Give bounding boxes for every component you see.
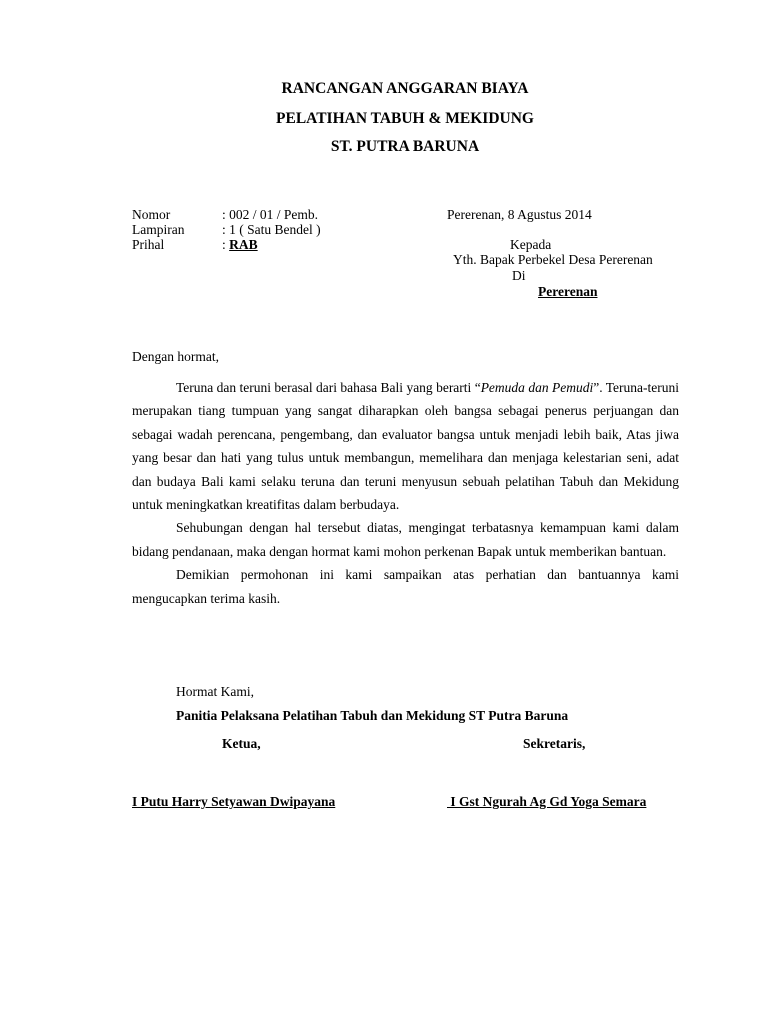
ketua-label: Ketua,	[222, 736, 261, 751]
recipient-yth: Yth. Bapak Perbekel Desa Pererenan	[453, 252, 653, 267]
greeting: Dengan hormat,	[132, 349, 219, 364]
letter-date: Pererenan, 8 Agustus 2014	[447, 207, 592, 222]
paragraph-1-italic: Pemuda dan Pemudi	[480, 380, 594, 395]
prihal-prefix: :	[222, 237, 230, 252]
nomor-value: : 002 / 01 / Pemb.	[222, 207, 319, 222]
paragraph-2: Sehubungan dengan hal tersebut diatas, mengingat terbatasnya kemampuan kami dalam bidang pendanaan, maka dengan hormat kami mohon perkenan Bapak untuk memberikan bantuan.	[132, 520, 679, 559]
title-line-3: ST. PUTRA BARUNA	[330, 138, 480, 155]
recipient-di: Di	[512, 268, 526, 283]
closing-panitia: Panitia Pelaksana Pelatihan Tabuh dan Mekidung ST Putra Baruna	[176, 708, 569, 723]
lampiran-label: Lampiran	[132, 222, 185, 237]
sekretaris-label: Sekretaris,	[523, 736, 586, 751]
lampiran-value: : 1 ( Satu Bendel )	[222, 222, 321, 237]
nomor-label: Nomor	[132, 207, 171, 222]
paragraph-1-rest: ”. Teruna-teruni merupakan tiang tumpuan yang sangat diharapkan oleh bangsa sebagai penerus perjuangan dan sebagai wadah perencana, pengembang, dan evaluator bangsa untuk menjadi lebih baik, Atas jiwa yang besar dan hati yang tulus untuk membangun, memelihara dan menjaga kelestarian seni, adat dan budaya Bali kami selaku teruna dan teruni menyusun sebuah pelatihan Tabuh dan Mekidung untuk meningkatkan kreatifitas dalam berbudaya.	[132, 380, 679, 513]
recipient-place: Pererenan	[538, 284, 598, 299]
ketua-signature-name: I Putu Harry Setyawan Dwipayana	[132, 794, 336, 809]
title-line-2: PELATIHAN TABUH & MEKIDUNG	[276, 110, 534, 127]
paragraph-3: Demikian permohonan ini kami sampaikan atas perhatian dan bantuannya kami mengucapkan terima kasih.	[132, 567, 679, 606]
paragraph-1-start: Teruna dan teruni berasal dari bahasa Bali yang berarti “	[176, 380, 481, 395]
closing-hormat: Hormat Kami,	[176, 684, 254, 699]
sekretaris-signature-name: I Gst Ngurah Ag Gd Yoga Semara	[447, 794, 647, 809]
title-line-1: RANCANGAN ANGGARAN BIAYA	[281, 80, 529, 97]
kepada-label: Kepada	[510, 237, 552, 252]
letter-body	[132, 376, 679, 610]
prihal-value-wrap	[222, 237, 258, 253]
paragraph-1	[132, 376, 679, 516]
prihal-label: Prihal	[132, 237, 165, 252]
prihal-value: RAB	[229, 237, 258, 252]
